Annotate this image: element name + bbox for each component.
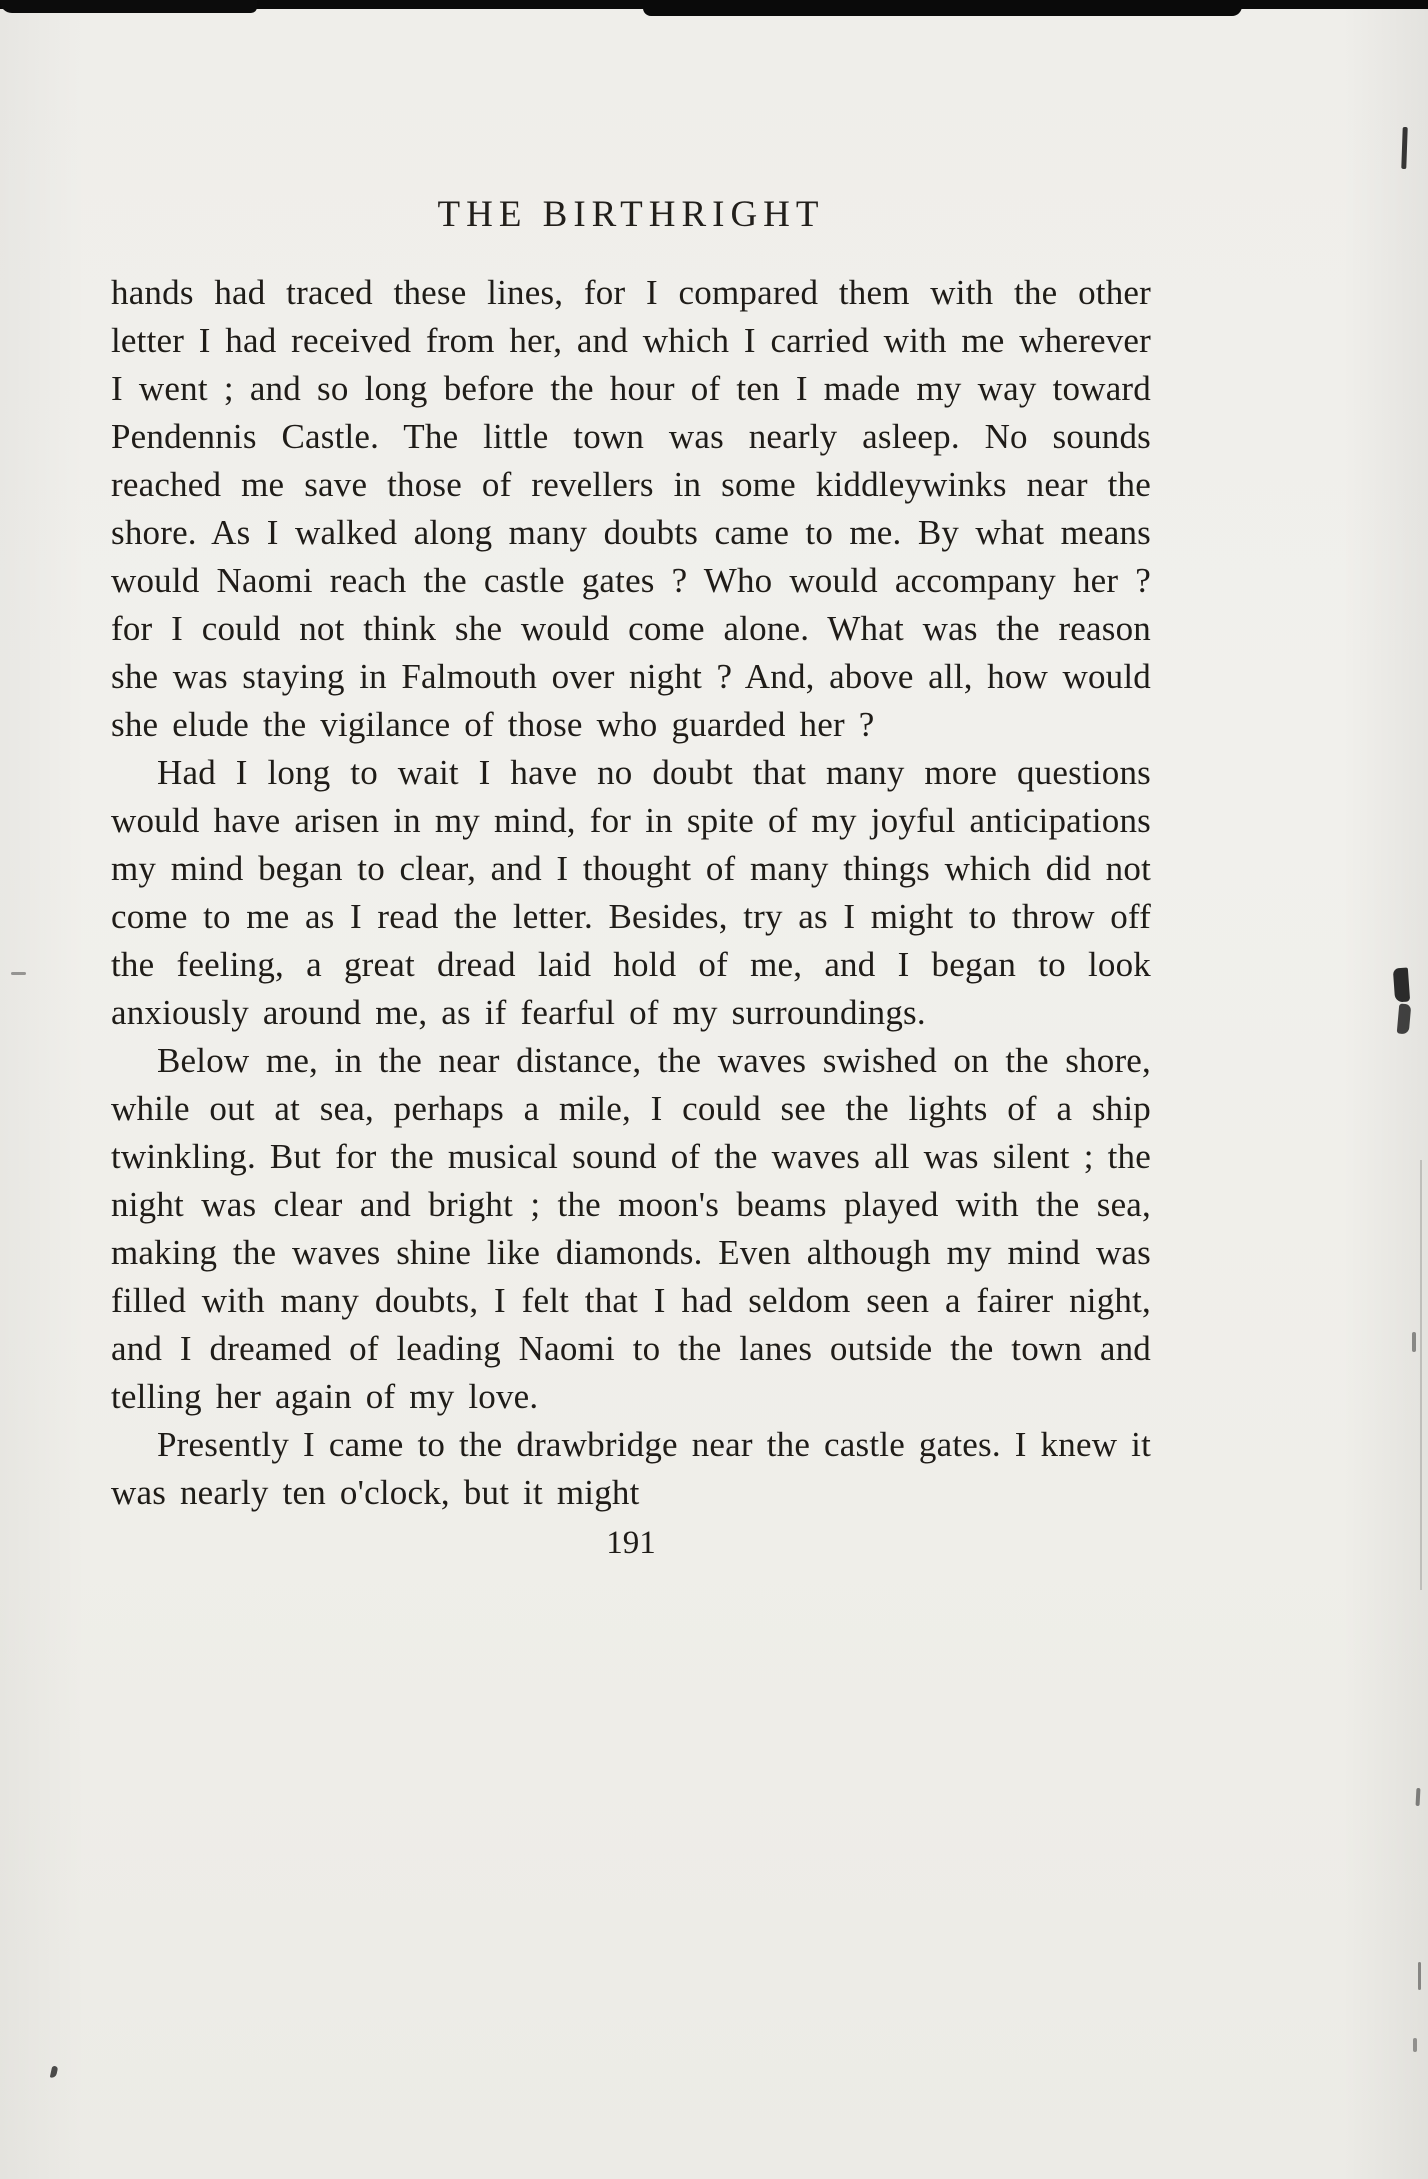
page-content [111, 196, 1151, 1567]
running-header: THE BIRTHRIGHT [437, 194, 825, 235]
scan-artifact [1420, 1160, 1422, 1590]
paragraph: Had I long to wait I have no doubt that many more questions would have arisen in my mind, for in spite of my joyful anticipations my mind began to clear, and I thought of many things which did not come to me as I read the letter. Besides, try as I might to throw off the feeling, a great dread laid hold of me, and I began to look anxiously around me, as if fearful of my surroundings. [111, 753, 1151, 1032]
scan-artifact [50, 2066, 58, 2079]
scan-artifact [1393, 968, 1410, 1003]
scan-artifact [11, 972, 26, 975]
paragraph: Presently I came to the drawbridge near the castle gates. I knew it was nearly ten o'clock, but it might [111, 1425, 1151, 1512]
paragraph: Below me, in the near distance, the waves swished on the shore, while out at sea, perhaps a mile, I could see the lights of a ship twinkling. But for the musical sound of the waves all was silent ; the night was clear and bright ; the moon's beams played with the sea, making the waves shine like diamonds. Even although my mind was filled with many doubts, I felt that I had seldom seen a fairer night, and I dreamed of leading Naomi to the lanes outside the town and telling her again of my love. [111, 1041, 1151, 1416]
page-number: 191 [606, 1525, 656, 1561]
paragraph: hands had traced these lines, for I compared them with the other letter I had received from her, and which I carried with me wherever I went ; and so long before the hour of ten I made my way toward Pendennis Castle. The little town was nearly asleep. No sounds reached me save those of revellers in some kiddleywinks near the shore. As I walked along many doubts came to me. By what means would Naomi reach the castle gates ? Who would accompany her ? for I could not think she would come alone. What was the reason she was staying in Falmouth over night ? And, above all, how would she elude the vigilance of those who guarded her ? [111, 273, 1151, 744]
scan-artifact [1413, 2038, 1417, 2052]
scan-artifact [1416, 1788, 1421, 1806]
scan-edge-top [0, 0, 1428, 9]
scan-artifact [1397, 1004, 1412, 1035]
scan-artifact [1412, 1332, 1416, 1352]
scan-artifact [1401, 127, 1407, 169]
page-body [111, 269, 1151, 1517]
scan-artifact [1418, 1962, 1421, 1990]
